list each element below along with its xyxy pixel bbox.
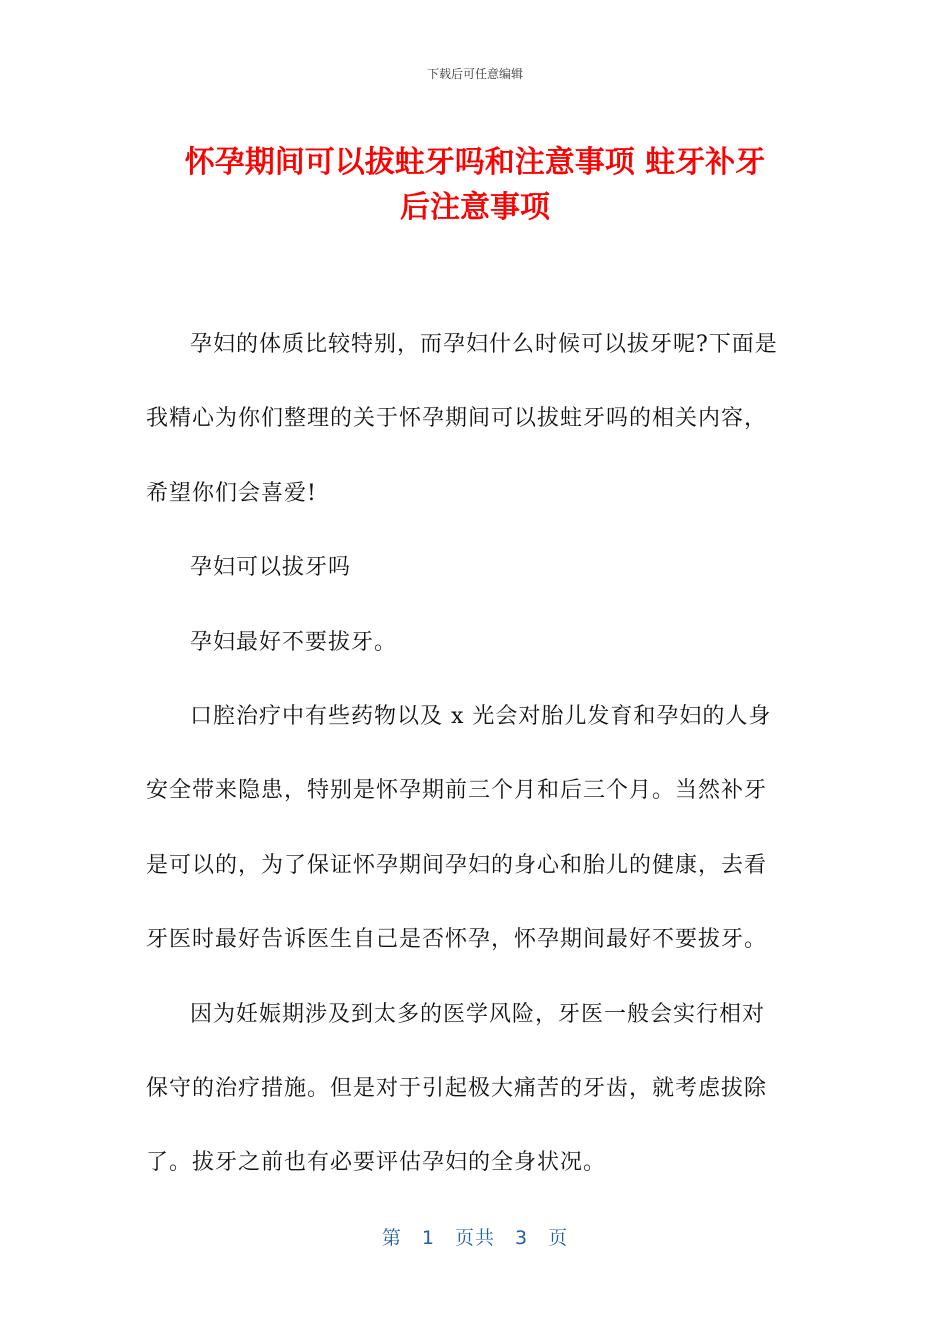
paragraph-question — [146, 531, 808, 605]
paragraph-line: 安全带来隐患，特别是怀孕期前三个月和后三个月。当然补牙 — [146, 778, 768, 804]
paragraph-line: 孕妇的体质比较特别，而孕妇什么时候可以拔牙呢?下面是 — [190, 332, 778, 357]
paragraph-line: 保守的治疗措施。但是对于引起极大痛苦的牙齿，就考虑拔除 — [146, 1076, 768, 1102]
document-title — [130, 140, 820, 230]
paragraph-line: 了。拔牙之前也有必要评估孕妇的全身状况。 — [146, 1150, 607, 1176]
paragraph-line: 因为妊娠期涉及到太多的医学风险，牙医一般会实行相对 — [190, 1001, 766, 1027]
header-note: 下载后可任意编辑 — [426, 67, 523, 81]
footer-current-page: 1 — [421, 1227, 435, 1249]
title-line: 后注意事项 — [400, 190, 550, 225]
paragraph-answer — [146, 606, 808, 680]
paragraph-line: 孕妇最好不要拔牙。 — [190, 629, 398, 655]
title-line: 怀孕期间可以拔蛀牙吗和注意事项 蛀牙补牙 — [184, 145, 766, 180]
paragraph-line: 口腔治疗中有些药物以及 x 光会对胎儿发育和孕妇的人身 — [190, 704, 772, 730]
paragraph-line: 我精心为你们整理的关于怀孕期间可以拔蛀牙吗的相关内容， — [146, 406, 768, 432]
footer-prefix: 第 — [381, 1227, 402, 1249]
document-body — [146, 308, 808, 1201]
footer-suffix: 页 — [548, 1227, 569, 1249]
footer-total-pages: 3 — [515, 1227, 529, 1249]
paragraph-intro — [146, 308, 808, 531]
paragraph-line: 牙医时最好告诉医生自己是否怀孕，怀孕期间最好不要拔牙。 — [146, 927, 768, 953]
paragraph-line: 孕妇可以拔牙吗 — [190, 555, 352, 581]
paragraph-risks — [146, 680, 808, 978]
footer-middle: 页共 — [454, 1227, 495, 1249]
paragraph-line: 是可以的，为了保证怀孕期间孕妇的身心和胎儿的健康，去看 — [146, 852, 768, 878]
paragraph-line: 希望你们会喜爱! — [146, 480, 317, 506]
paragraph-treatment — [146, 978, 808, 1201]
page-footer — [0, 1226, 950, 1250]
